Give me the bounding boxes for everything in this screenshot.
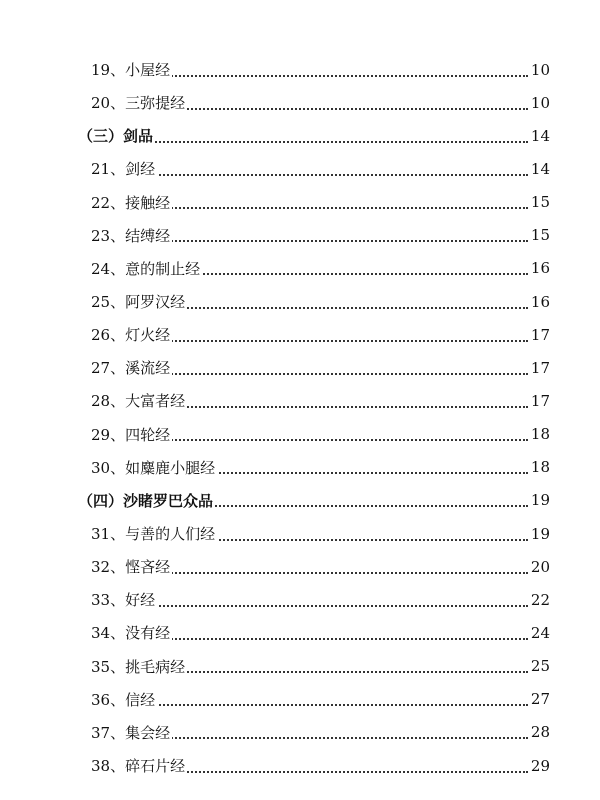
toc-entry[interactable] <box>0 318 600 351</box>
toc-entry[interactable] <box>0 351 600 384</box>
toc-page-number: 24 <box>528 624 550 642</box>
toc-entry[interactable] <box>0 219 600 252</box>
toc-label: 28、大富者经 <box>91 392 186 411</box>
toc-label: 27、溪流经 <box>91 359 171 378</box>
toc-page-number: 19 <box>528 525 550 543</box>
toc-entry[interactable] <box>0 384 600 417</box>
dot-leader <box>120 638 528 640</box>
toc-page-number: 10 <box>528 61 550 79</box>
dot-leader <box>120 207 528 209</box>
toc-page-number: 17 <box>528 326 550 344</box>
toc-page-number: 20 <box>528 558 550 576</box>
toc-page-number: 25 <box>528 657 550 675</box>
table-of-contents <box>0 53 600 782</box>
toc-entry[interactable] <box>0 749 600 782</box>
toc-label: 33、好经 <box>91 591 156 610</box>
dot-leader <box>120 340 528 342</box>
dot-leader <box>120 75 528 77</box>
toc-label: （三）剑品 <box>78 127 154 146</box>
toc-page-number: 18 <box>528 458 550 476</box>
toc-page-number: 17 <box>528 392 550 410</box>
dot-leader <box>120 605 528 607</box>
toc-entry[interactable] <box>0 550 600 583</box>
toc-page-number: 16 <box>528 293 550 311</box>
dot-leader <box>120 737 528 739</box>
toc-entry[interactable] <box>0 583 600 616</box>
toc-entry[interactable] <box>0 152 600 185</box>
toc-entry[interactable] <box>0 53 600 86</box>
toc-page-number: 29 <box>528 757 550 775</box>
toc-label: （四）沙睹罗巴众品 <box>78 491 214 510</box>
toc-label: 32、悭吝经 <box>91 558 171 577</box>
toc-label: 38、碎石片经 <box>91 757 186 776</box>
toc-entry[interactable] <box>0 616 600 649</box>
toc-entry[interactable] <box>0 186 600 219</box>
dot-leader <box>120 174 528 176</box>
toc-page-number: 27 <box>528 690 550 708</box>
toc-page-number: 15 <box>528 193 550 211</box>
toc-label: 30、如麋鹿小腿经 <box>91 458 216 477</box>
toc-page-number: 18 <box>528 425 550 443</box>
toc-entry[interactable] <box>0 683 600 716</box>
dot-leader <box>120 704 528 706</box>
toc-label: 21、剑经 <box>91 160 156 179</box>
toc-section-heading[interactable] <box>0 119 600 152</box>
toc-page-number: 16 <box>528 259 550 277</box>
toc-page-number: 14 <box>528 127 550 145</box>
toc-entry[interactable] <box>0 418 600 451</box>
toc-entry[interactable] <box>0 716 600 749</box>
toc-entry[interactable] <box>0 650 600 683</box>
toc-label: 26、灯火经 <box>91 326 171 345</box>
toc-page-number: 15 <box>528 226 550 244</box>
toc-entry[interactable] <box>0 517 600 550</box>
toc-label: 35、挑毛病经 <box>91 657 186 676</box>
toc-entry[interactable] <box>0 86 600 119</box>
dot-leader <box>120 240 528 242</box>
toc-label: 29、四轮经 <box>91 425 171 444</box>
toc-section-heading[interactable] <box>0 484 600 517</box>
toc-page-number: 22 <box>528 591 550 609</box>
toc-label: 22、接触经 <box>91 193 171 212</box>
dot-leader <box>120 141 528 143</box>
toc-page-number: 19 <box>528 491 550 509</box>
toc-label: 25、阿罗汉经 <box>91 293 186 312</box>
toc-label: 24、意的制止经 <box>91 259 201 278</box>
toc-label: 19、小屋经 <box>91 61 171 80</box>
dot-leader <box>120 373 528 375</box>
toc-page-number: 17 <box>528 359 550 377</box>
dot-leader <box>120 572 528 574</box>
toc-page-number: 28 <box>528 723 550 741</box>
toc-label: 37、集会经 <box>91 723 171 742</box>
toc-label: 34、没有经 <box>91 624 171 643</box>
toc-entry[interactable] <box>0 285 600 318</box>
toc-label: 23、结缚经 <box>91 226 171 245</box>
toc-label: 31、与善的人们经 <box>91 525 216 544</box>
dot-leader <box>120 439 528 441</box>
toc-label: 36、信经 <box>91 690 156 709</box>
toc-label: 20、三弥提经 <box>91 94 186 113</box>
toc-entry[interactable] <box>0 252 600 285</box>
toc-page-number: 10 <box>528 94 550 112</box>
toc-page-number: 14 <box>528 160 550 178</box>
toc-entry[interactable] <box>0 451 600 484</box>
